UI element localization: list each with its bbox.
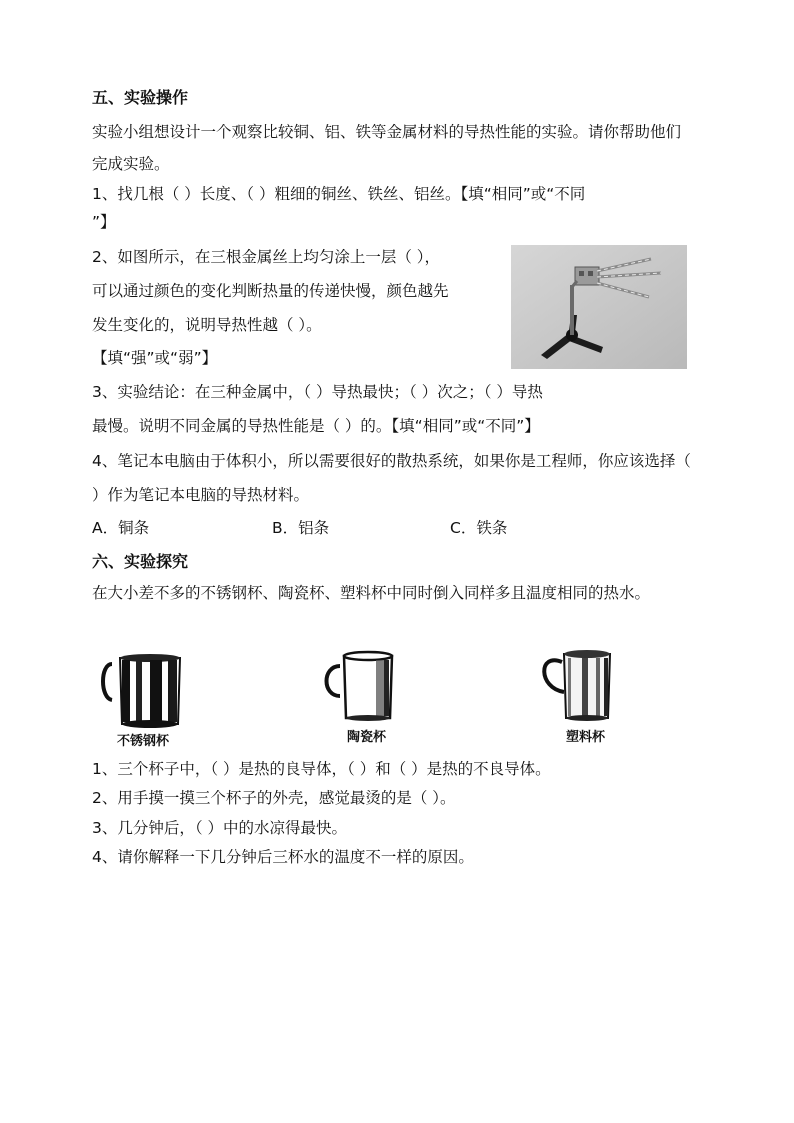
section-5-intro-line-2: 完成实验。 (92, 155, 170, 173)
question-5-4-line-1: 4、笔记本电脑由于体积小，所以需要很好的散热系统，如果你是工程师，你应该选择（ (92, 452, 691, 470)
question-5-2-line-3: 发生变化的，说明导热性越（ ）。 (92, 316, 322, 334)
question-5-1-line-1: 1、找几根（ ）长度、（ ）粗细的铜丝、铁丝、铝丝。【填“相同”或“不同 (92, 185, 586, 203)
cup-label-steel: 不锈钢杯 (117, 734, 170, 749)
section-5-title: 五、实验操作 (92, 88, 189, 107)
question-5-3-line-1: 3、实验结论：在三种金属中，（ ）导热最快；（ ）次之；（ ）导热 (92, 383, 543, 401)
question-6-4: 4、请你解释一下几分钟后三杯水的温度不一样的原因。 (92, 848, 474, 866)
question-5-2-line-1: 2、如图所示，在三根金属丝上均匀涂上一层（ ）， (92, 248, 441, 266)
cup-label-ceramic: 陶瓷杯 (347, 730, 387, 745)
option-b: B．铝条 (272, 519, 330, 537)
question-5-2-line-4: 【填“强”或“弱”】 (92, 349, 218, 367)
option-a: A．铜条 (92, 519, 150, 537)
metal-wire-stand-photo (511, 245, 687, 369)
option-c: C．铁条 (450, 519, 508, 537)
ceramic-cup-image (320, 650, 396, 724)
section-5-intro-line-1: 实验小组想设计一个观察比较铜、铝、铁等金属材料的导热性能的实验。请你帮助他们 (92, 123, 682, 141)
question-5-2-line-2: 可以通过颜色的变化判断热量的传递快慢，颜色越先 (92, 282, 449, 300)
question-5-1-line-2: ”】 (92, 213, 116, 231)
question-6-2: 2、用手摸一摸三个杯子的外壳，感觉最烫的是（ ）。 (92, 789, 456, 807)
question-6-3: 3、几分钟后，（ ）中的水凉得最快。 (92, 819, 348, 837)
plastic-cup-image (538, 648, 614, 724)
question-5-4-line-2: ）作为笔记本电脑的导热材料。 (92, 486, 310, 504)
section-6-intro: 在大小差不多的不锈钢杯、陶瓷杯、塑料杯中同时倒入同样多且温度相同的热水。 (92, 584, 651, 602)
cup-label-plastic: 塑料杯 (566, 730, 606, 745)
section-6-title: 六、实验探究 (92, 552, 189, 571)
question-5-3-line-2: 最慢。说明不同金属的导热性能是（ ）的。【填“相同”或“不同”】 (92, 417, 540, 435)
stainless-steel-cup-image (100, 652, 186, 730)
question-6-1: 1、三个杯子中，（ ）是热的良导体，（ ）和（ ）是热的不良导体。 (92, 760, 551, 778)
